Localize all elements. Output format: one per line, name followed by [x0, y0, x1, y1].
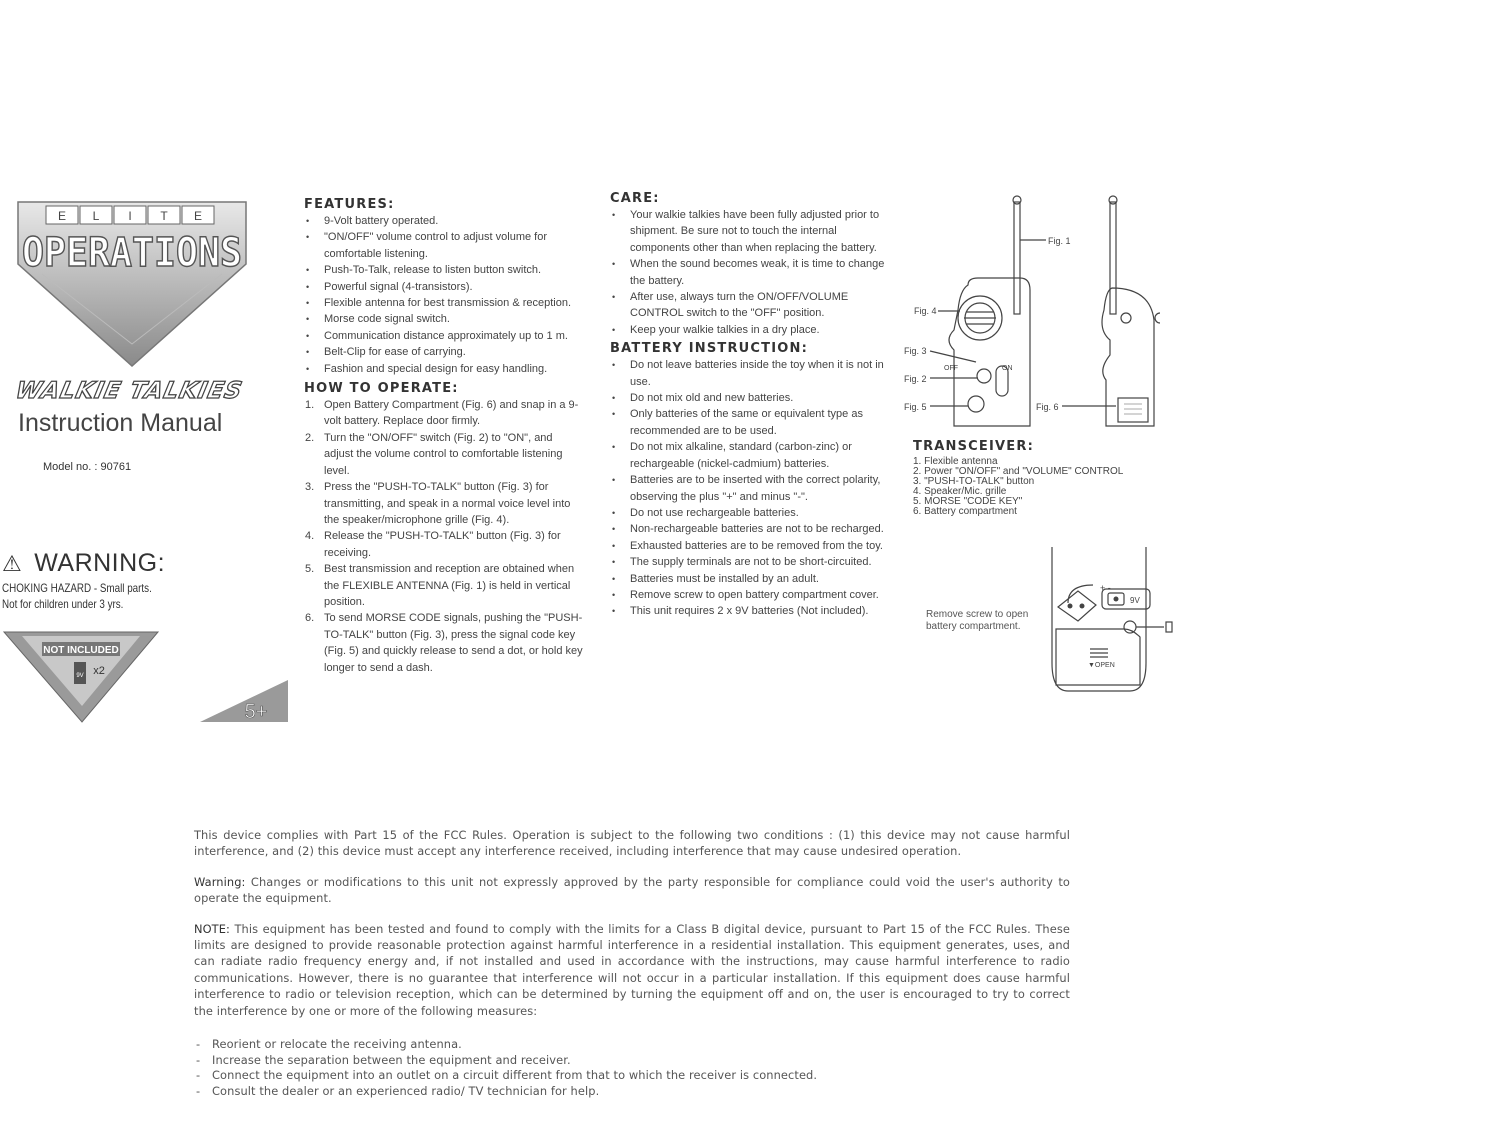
- elite-operations-logo: [12, 194, 252, 369]
- svg-text:E: E: [57, 209, 67, 223]
- choking-hazard-text: [2, 580, 152, 612]
- list-item: • Do not mix alkaline, standard (carbon-zinc) or rechargeable (nickel-cadmium) batteries.: [610, 439, 890, 472]
- svg-text:OPERATIONS: OPERATIONS: [22, 230, 242, 276]
- list-item: • This unit requires 2 x 9V batteries (Not included).: [610, 603, 890, 619]
- list-item: • Powerful signal (4-transistors).: [304, 279, 584, 295]
- features-title: FEATURES:: [304, 197, 395, 212]
- list-item: • Non-rechargeable batteries are not to be recharged.: [610, 521, 890, 537]
- care-column: [610, 190, 890, 620]
- warning-heading: [2, 549, 165, 578]
- list-item: • The supply terminals are not to be short-circuited.: [610, 554, 890, 570]
- svg-text:E: E: [193, 209, 203, 223]
- list-item: 3. "PUSH-TO-TALK" button: [913, 476, 1035, 487]
- fcc-warning-label: Warning:: [194, 874, 246, 889]
- list-item: 1. Open Battery Compartment (Fig. 6) and snap in a 9-volt battery. Replace door firmly.: [305, 399, 579, 428]
- transceiver-title: TRANSCEIVER:: [913, 439, 1034, 454]
- list-item: - Connect the equipment into an outlet on a circuit different from that to which the receiver is connected.: [194, 1068, 1070, 1084]
- warning-triangle-icon: ⚠: [2, 551, 23, 576]
- svg-text:ON: ON: [1002, 365, 1013, 372]
- svg-text:Fig. 3: Fig. 3: [904, 346, 927, 356]
- list-item: • Keep your walkie talkies in a dry place.: [610, 322, 890, 338]
- list-item: • Do not mix old and new batteries.: [610, 390, 890, 406]
- svg-text:5+: 5+: [244, 701, 268, 722]
- svg-text:+ -: + -: [1100, 583, 1111, 593]
- list-item: • 9-Volt battery operated.: [304, 213, 584, 229]
- svg-text:Fig. 4: Fig. 4: [914, 306, 937, 316]
- list-item: • Do not use rechargeable batteries.: [610, 505, 890, 521]
- list-item: • Morse code signal switch.: [304, 311, 584, 327]
- fcc-note-label: NOTE:: [194, 921, 230, 936]
- list-item: 3. Press the "PUSH-TO-TALK" button (Fig. 3) for transmitting, and speak in a normal voice level into the speaker/microphone grille (Fig. 4).: [305, 481, 571, 526]
- fcc-measures-list: [194, 1037, 1070, 1099]
- age-badge: [200, 680, 288, 722]
- list-item: 5. MORSE "CODE KEY": [913, 496, 1023, 507]
- care-title: CARE:: [610, 191, 660, 206]
- fcc-warning-paragraph: Warning: Changes or modifications to this unit not expressly approved by the party responsible for compliance could void the user's authority to operate the equipment.: [194, 874, 1070, 906]
- transceiver-legend: [913, 438, 1193, 517]
- list-item: • Only batteries of the same or equivalent type as recommended are to be used.: [610, 406, 890, 439]
- list-item: • Your walkie talkies have been fully adjusted prior to shipment. Be sure not to touch the internal components other than when replacing the battery.: [610, 207, 890, 256]
- features-list: [304, 213, 584, 377]
- svg-text:▼OPEN: ▼OPEN: [1088, 662, 1115, 669]
- operate-list: [304, 397, 584, 676]
- svg-text:T: T: [160, 209, 168, 223]
- list-item: 6. Battery compartment: [913, 506, 1017, 517]
- svg-text:9V: 9V: [76, 673, 84, 679]
- care-list: [610, 207, 890, 338]
- hazard-label: CHOKING HAZARD: [2, 581, 92, 595]
- transceiver-diagram: [898, 190, 1160, 440]
- svg-text:Fig. 6: Fig. 6: [1036, 402, 1059, 412]
- list-item: - Increase the separation between the equipment and receiver.: [194, 1053, 1070, 1069]
- svg-text:OFF: OFF: [944, 365, 958, 372]
- list-item: • Remove screw to open battery compartment cover.: [610, 587, 890, 603]
- list-item: 2. Turn the "ON/OFF" switch (Fig. 2) to "ON", and adjust the volume control to comfortable listening level.: [305, 431, 563, 477]
- manual-title: Instruction Manual: [18, 409, 223, 437]
- list-item: • Communication distance approximately up to 1 m.: [304, 328, 584, 344]
- svg-text:Fig. 2: Fig. 2: [904, 374, 927, 384]
- svg-text:NOT INCLUDED: NOT INCLUDED: [43, 645, 119, 656]
- svg-text:L: L: [92, 209, 100, 223]
- list-item: - Consult the dealer or an experienced radio/ TV technician for help.: [194, 1084, 1070, 1100]
- remove-screw-note: Remove screw to open battery compartment.: [926, 609, 1029, 632]
- fcc-statement: [194, 827, 1070, 1099]
- list-item: 4. Speaker/Mic. grille: [913, 486, 1007, 497]
- list-item: • When the sound becomes weak, it is time to change the battery.: [610, 256, 890, 289]
- list-item: • After use, always turn the ON/OFF/VOLUME CONTROL switch to the "OFF" position.: [610, 289, 890, 322]
- list-item: • Belt-Clip for ease of carrying.: [304, 344, 584, 360]
- list-item: 2. Power "ON/OFF" and "VOLUME" CONTROL: [913, 466, 1124, 477]
- svg-text:Fig. 1: Fig. 1: [1048, 236, 1071, 246]
- battery-list: [610, 357, 890, 620]
- list-item: 4. Release the "PUSH-TO-TALK" button (Fig. 3) for receiving.: [305, 530, 561, 559]
- list-item: 1. Flexible antenna: [913, 456, 998, 467]
- model-number: Model no. : 90761: [43, 461, 132, 473]
- list-item: • Batteries must be installed by an adult.: [610, 571, 890, 587]
- list-item: - Reorient or relocate the receiving antenna.: [194, 1037, 1070, 1053]
- list-item: • Exhausted batteries are to be removed from the toy.: [610, 538, 890, 554]
- list-item: • Flexible antenna for best transmission & reception.: [304, 295, 584, 311]
- features-column: [304, 196, 584, 676]
- list-item: • Batteries are to be inserted with the correct polarity, observing the plus "+" and minus "-".: [610, 472, 890, 505]
- fcc-note-paragraph: NOTE: This equipment has been tested and found to comply with the limits for a Class B digital device, pursuant to Part 15 of the FCC Rules. These limits are designed to provide reasonable protection against harmful interference in a residential installation. This equipment generates, uses, and can radiate radio frequency energy and, if not installed and used in accordance with the instructions, may cause harmful interference to radio communications. However, there is no guarantee that interference will not occur in a particular installation. If this equipment does cause harmful interference to radio or television reception, which can be determined by turning the equipment off and on, the user is encouraged to try to correct the interference by one or more of the following measures:: [194, 921, 1070, 1018]
- fcc-compliance-paragraph: This device complies with Part 15 of the FCC Rules. Operation is subject to the following two conditions : (1) this device may not cause harmful interference, and (2) this device must accept any interference received, including interference that may cause undesired operation.: [194, 828, 1070, 859]
- list-item: • Fashion and special design for easy handling.: [304, 361, 584, 377]
- svg-text:Fig. 5: Fig. 5: [904, 402, 927, 412]
- list-item: • "ON/OFF" volume control to adjust volume for comfortable listening.: [304, 229, 584, 262]
- product-name: WALKIE TALKIES: [13, 378, 245, 404]
- list-item: • Push-To-Talk, release to listen button switch.: [304, 262, 584, 278]
- list-item: • Do not leave batteries inside the toy when it is not in use.: [610, 357, 890, 390]
- list-item: 5. Best transmission and reception are obtained when the FLEXIBLE ANTENNA (Fig. 1) is held in vertical position.: [305, 563, 575, 608]
- hazard-text: - Small parts.: [91, 581, 152, 595]
- operate-title: HOW TO OPERATE:: [304, 381, 459, 397]
- battery-instruction-title: BATTERY INSTRUCTION:: [610, 341, 809, 357]
- warning-title: WARNING:: [34, 549, 166, 577]
- svg-text:x2: x2: [93, 665, 105, 677]
- list-item: 6. To send MORSE CODE signals, pushing the "PUSH-TO-TALK" button (Fig. 3), press the signal code key (Fig. 5) and quickly release to send a dot, or hold key longer to send a dash.: [305, 612, 583, 674]
- age-warning-text: Not for children under 3 yrs.: [2, 597, 124, 611]
- battery-not-included-badge: [2, 630, 160, 725]
- svg-text:9V: 9V: [1130, 596, 1140, 605]
- svg-text:I: I: [128, 209, 132, 223]
